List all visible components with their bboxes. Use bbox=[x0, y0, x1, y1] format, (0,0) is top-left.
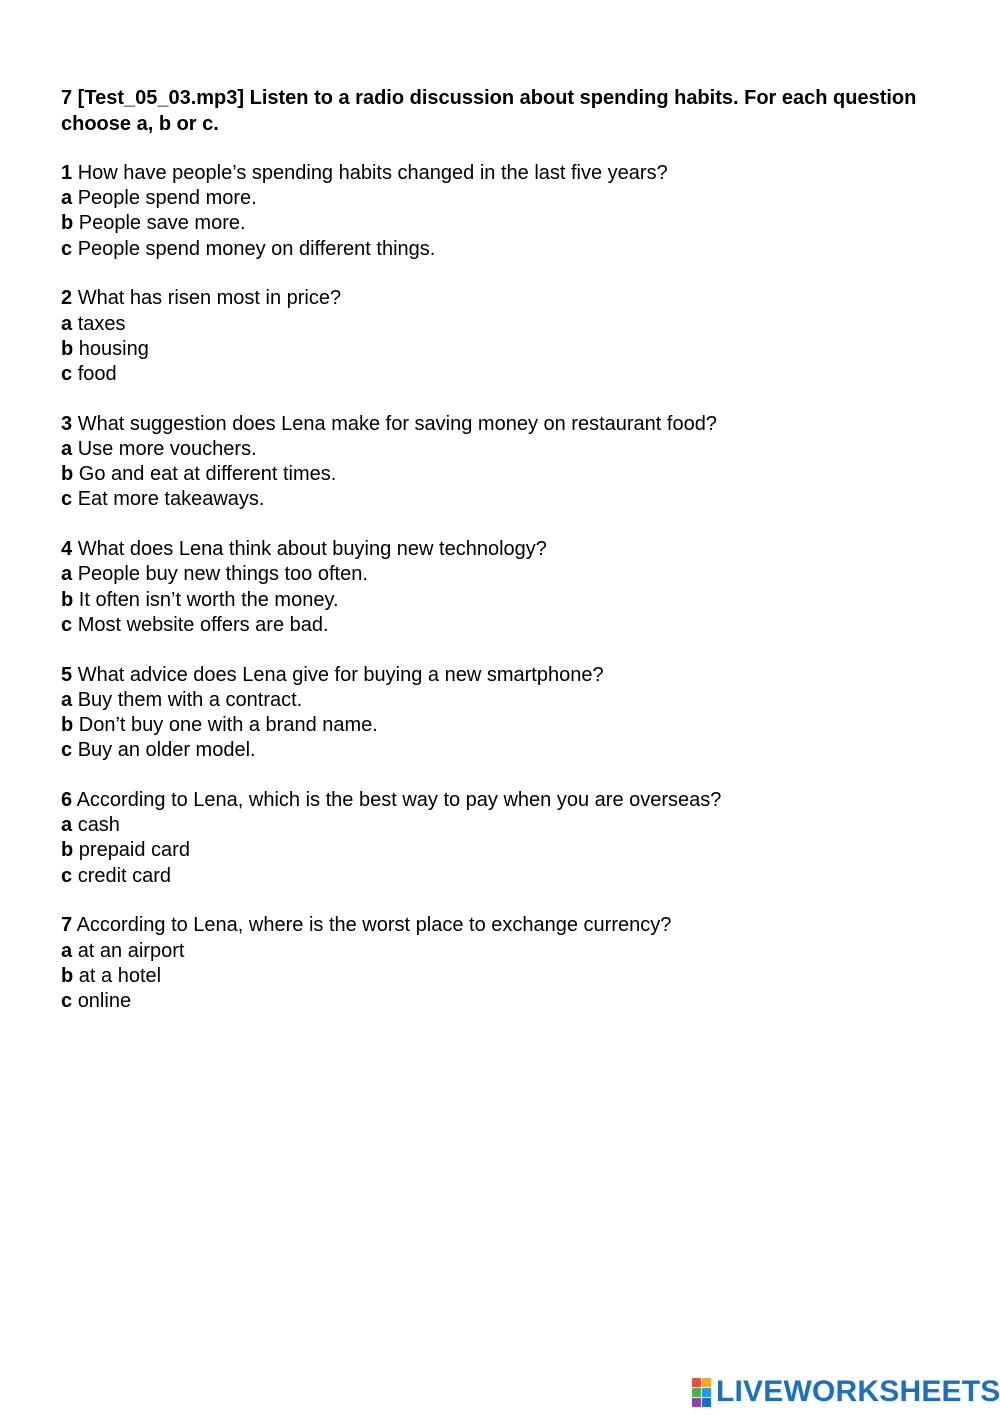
option-letter: a bbox=[61, 312, 73, 335]
answer-option[interactable] bbox=[61, 738, 941, 763]
answer-option[interactable] bbox=[61, 688, 941, 713]
question-list bbox=[61, 161, 941, 1014]
option-text: Buy them with a contract. bbox=[77, 688, 303, 711]
option-letter: b bbox=[61, 588, 74, 611]
option-text: Go and eat at different times. bbox=[78, 463, 337, 486]
option-text: Use more vouchers. bbox=[77, 438, 257, 461]
logo-mark-icon bbox=[692, 1378, 712, 1406]
question-line bbox=[61, 412, 941, 437]
question-line bbox=[61, 663, 941, 688]
option-text: People save more. bbox=[78, 212, 246, 235]
question-line bbox=[61, 913, 941, 938]
option-text: People spend more. bbox=[77, 187, 257, 210]
option-letter: c bbox=[61, 363, 73, 386]
option-letter: a bbox=[61, 814, 73, 837]
option-text: It often isn’t worth the money. bbox=[78, 588, 339, 611]
question-text: According to Lena, where is the worst place to exchange currency? bbox=[76, 914, 672, 937]
option-letter: b bbox=[61, 337, 74, 360]
question-text: According to Lena, which is the best way to pay when you are overseas? bbox=[76, 789, 722, 812]
answer-option[interactable] bbox=[61, 362, 941, 387]
question-block bbox=[61, 663, 941, 764]
question-text: What suggestion does Lena make for saving money on restaurant food? bbox=[77, 412, 717, 435]
option-text: cash bbox=[77, 814, 120, 837]
question-block bbox=[61, 412, 941, 513]
question-number: 4 bbox=[61, 538, 73, 561]
option-letter: c bbox=[61, 739, 73, 762]
answer-option[interactable] bbox=[61, 838, 941, 863]
answer-option[interactable] bbox=[61, 237, 941, 262]
option-letter: b bbox=[61, 839, 74, 862]
question-number: 7 bbox=[61, 914, 73, 937]
option-text: online bbox=[77, 990, 132, 1013]
question-block bbox=[61, 788, 941, 889]
option-letter: b bbox=[61, 714, 74, 737]
option-letter: c bbox=[61, 613, 73, 636]
question-line bbox=[61, 286, 941, 311]
option-text: at an airport bbox=[77, 939, 185, 962]
option-letter: c bbox=[61, 990, 73, 1013]
answer-option[interactable] bbox=[61, 989, 941, 1014]
question-text: What has risen most in price? bbox=[77, 287, 342, 310]
question-text: How have people’s spending habits changed in the last five years? bbox=[77, 162, 668, 184]
question-block bbox=[61, 161, 941, 262]
logo-mark-square bbox=[702, 1378, 711, 1387]
question-number: 2 bbox=[61, 287, 73, 310]
worksheet-page bbox=[61, 85, 941, 1039]
option-text: at a hotel bbox=[78, 964, 162, 987]
question-line bbox=[61, 788, 941, 813]
option-text: housing bbox=[78, 337, 149, 360]
option-text: Most website offers are bad. bbox=[77, 613, 329, 636]
question-number: 5 bbox=[61, 663, 73, 686]
answer-option[interactable] bbox=[61, 437, 941, 462]
option-text: prepaid card bbox=[78, 839, 190, 862]
answer-option[interactable] bbox=[61, 462, 941, 487]
answer-option[interactable] bbox=[61, 713, 941, 738]
option-text: Eat more takeaways. bbox=[77, 488, 265, 511]
question-line bbox=[61, 537, 941, 562]
liveworksheets-logo[interactable] bbox=[692, 1374, 1000, 1410]
option-text: credit card bbox=[77, 864, 172, 887]
answer-option[interactable] bbox=[61, 487, 941, 512]
question-number: 3 bbox=[61, 412, 73, 435]
answer-option[interactable] bbox=[61, 964, 941, 989]
option-letter: a bbox=[61, 939, 73, 962]
answer-option[interactable] bbox=[61, 939, 941, 964]
logo-mark-square bbox=[702, 1388, 711, 1397]
answer-option[interactable] bbox=[61, 312, 941, 337]
option-letter: a bbox=[61, 187, 73, 210]
option-letter: b bbox=[61, 212, 74, 235]
answer-option[interactable] bbox=[61, 562, 941, 587]
option-letter: b bbox=[61, 964, 74, 987]
answer-option[interactable] bbox=[61, 613, 941, 638]
option-letter: a bbox=[61, 563, 73, 586]
option-text: food bbox=[77, 363, 117, 386]
option-text: People buy new things too often. bbox=[77, 563, 368, 586]
logo-mark-square bbox=[702, 1398, 711, 1407]
logo-mark-square bbox=[692, 1378, 701, 1387]
answer-option[interactable] bbox=[61, 588, 941, 613]
question-line bbox=[61, 161, 941, 186]
option-letter: c bbox=[61, 488, 73, 511]
question-text: What advice does Lena give for buying a new smartphone? bbox=[77, 663, 604, 686]
question-text: What does Lena think about buying new technology? bbox=[77, 538, 547, 561]
question-number: 1 bbox=[61, 162, 73, 184]
question-number: 6 bbox=[61, 789, 73, 812]
option-text: Buy an older model. bbox=[77, 739, 256, 762]
option-letter: a bbox=[61, 688, 73, 711]
option-letter: a bbox=[61, 438, 73, 461]
option-text: Don’t buy one with a brand name. bbox=[78, 714, 378, 737]
option-text: taxes bbox=[77, 312, 126, 335]
option-letter: b bbox=[61, 463, 74, 486]
question-block bbox=[61, 537, 941, 638]
answer-option[interactable] bbox=[61, 337, 941, 362]
question-block bbox=[61, 286, 941, 387]
option-text: People spend money on different things. bbox=[77, 237, 436, 260]
logo-mark-square bbox=[692, 1398, 701, 1407]
logo-text: LIVEWORKSHEETS bbox=[716, 1375, 1000, 1408]
option-letter: c bbox=[61, 864, 73, 887]
answer-option[interactable] bbox=[61, 186, 941, 211]
option-letter: c bbox=[61, 237, 73, 260]
answer-option[interactable] bbox=[61, 211, 941, 236]
exercise-instruction: 7 [Test_05_03.mp3] Listen to a radio discussion about spending habits. For each question choose a, b or c. bbox=[61, 87, 917, 135]
question-block bbox=[61, 913, 941, 1014]
logo-mark-square bbox=[692, 1388, 701, 1397]
answer-option[interactable] bbox=[61, 864, 941, 889]
answer-option[interactable] bbox=[61, 813, 941, 838]
